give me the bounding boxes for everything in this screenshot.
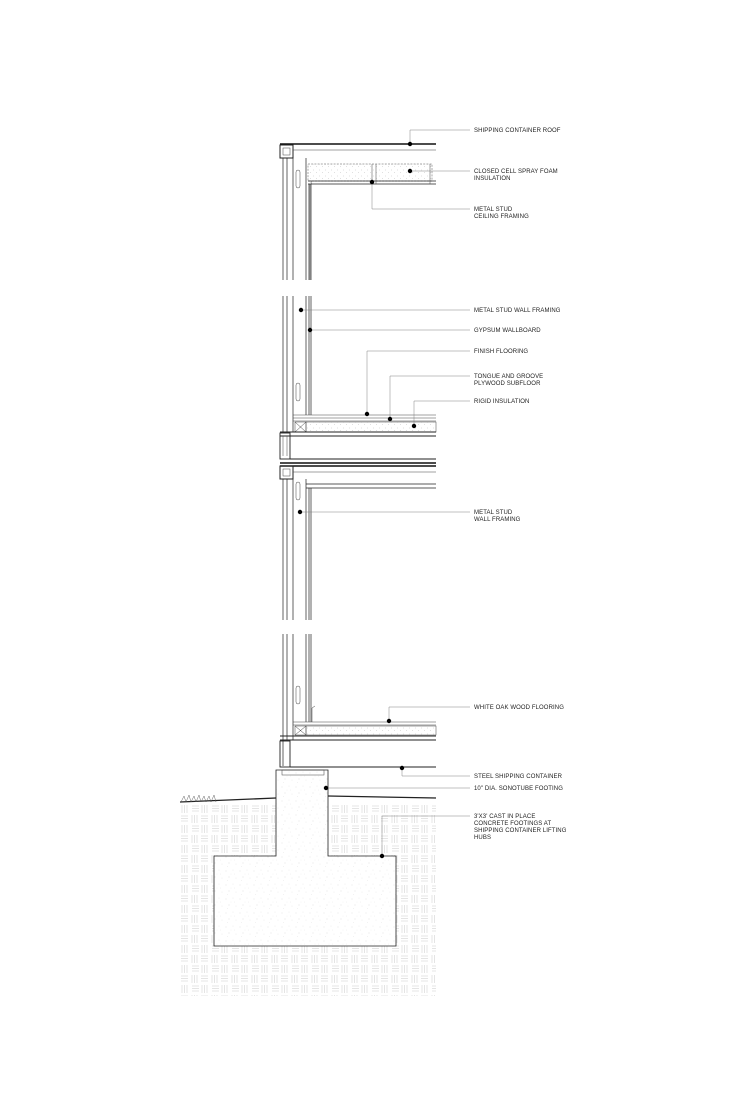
label-footing-line2: CONCRETE FOOTINGS AT [474, 821, 552, 827]
leader-dots [298, 142, 416, 858]
label-ceiling-framing-line1: METAL STUD [474, 207, 513, 213]
sonotube-dot [324, 786, 328, 790]
subfloor-dot [388, 417, 392, 421]
lower-wall-lower-segment [283, 634, 315, 766]
label-oak-flooring: WHITE OAK WOOD FLOORING [474, 705, 564, 711]
mid-wall-upper-segment [283, 296, 311, 432]
label-subfloor-line1: TONGUE AND GROOVE [474, 374, 544, 380]
finish-flooring-dot [365, 412, 369, 416]
label-spray-foam-line1: CLOSED CELL SPRAY FOAM [474, 169, 558, 175]
label-sonotube: 10" DIA. SONOTUBE FOOTING [474, 786, 563, 792]
gypsum-dot [308, 328, 312, 332]
leader-lines [300, 130, 470, 856]
label-finish-flooring: FINISH FLOORING [474, 349, 529, 355]
footing-dot [380, 854, 384, 858]
annotation-labels [474, 128, 567, 841]
label-rigid-insulation: RIGID INSULATION [474, 399, 530, 405]
label-subfloor-line2: PLYWOOD SUBFLOOR [474, 381, 541, 387]
label-footing-line3: SHIPPING CONTAINER LIFTING [474, 828, 567, 834]
oak-flooring-dot [387, 719, 391, 723]
label-wall-framing-lower-line2: WALL FRAMING [474, 517, 521, 523]
wall-framing-lower-dot [298, 510, 302, 514]
lower-wall-upper-segment [283, 479, 311, 620]
steel-container-dot [400, 766, 404, 770]
ground-floor-assembly [280, 722, 436, 767]
label-footing-line4: HUBS [474, 835, 492, 841]
shipping-container-roof [280, 144, 436, 158]
ceiling-framing-dot [370, 180, 374, 184]
label-gypsum: GYPSUM WALLBOARD [474, 328, 541, 334]
label-wall-framing-upper: METAL STUD WALL FRAMING [474, 308, 561, 314]
upper-wall [283, 158, 311, 280]
roof-dot [408, 142, 412, 146]
label-footing-line1: 3'X3' CAST IN PLACE [474, 814, 536, 820]
wall-framing-upper-dot [299, 308, 303, 312]
label-wall-framing-lower-line1: METAL STUD [474, 510, 513, 516]
label-spray-foam-line2: INSULATION [474, 176, 511, 182]
label-container-roof: SHIPPING CONTAINER ROOF [474, 128, 561, 134]
rigid-insulation-dot [412, 424, 416, 428]
label-ceiling-framing-line2: CEILING FRAMING [474, 214, 529, 220]
spray-foam-dot [408, 169, 412, 173]
label-steel-container: STEEL SHIPPING CONTAINER [474, 774, 563, 780]
